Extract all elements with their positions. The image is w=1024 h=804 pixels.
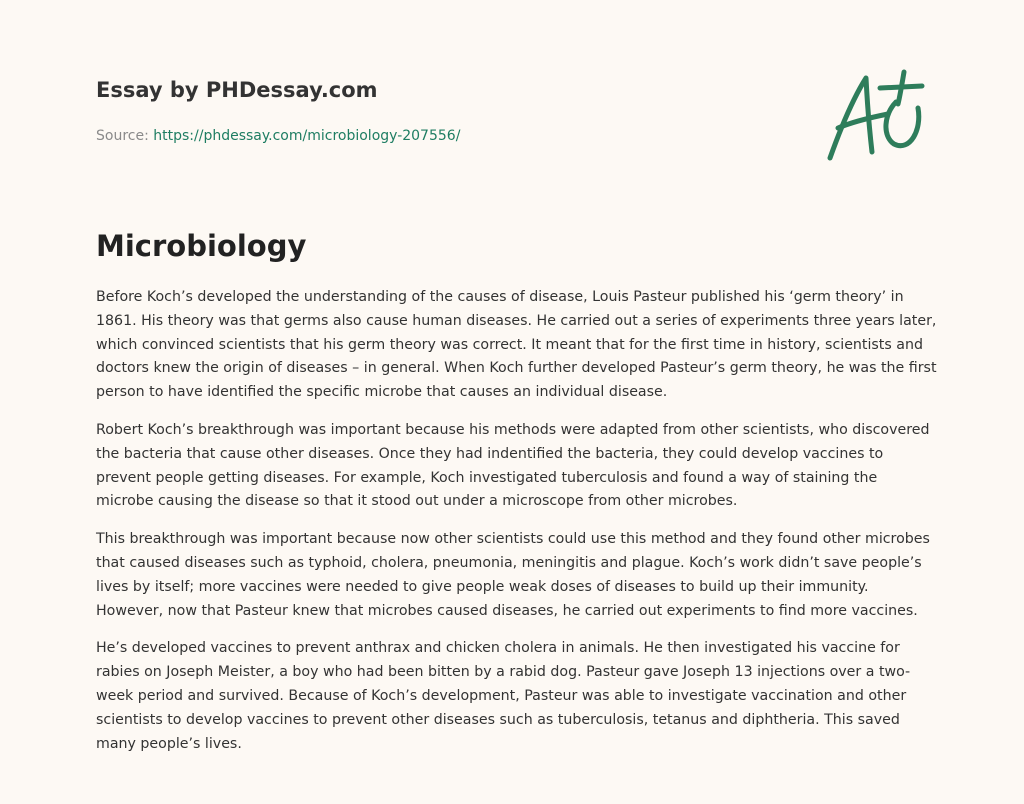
- article-paragraph: He’s developed vaccines to prevent anthrax and chicken cholera in animals. He then investigated his vaccine for rabies on Joseph Meister, a boy who had been bitten by a rabid dog. Pasteur gave Joseph 13 injections over a two-week period and survived. Because of Koch’s development, Pasteur was able to investigate vaccination and other scientists to develop vaccines to prevent other diseases such as tuberculosis, tetanus and diphtheria. This saved many people’s lives.: [96, 640, 911, 752]
- source-link[interactable]: https://phdessay.com/microbiology-207556/: [153, 128, 461, 144]
- a-plus-logo-icon: [822, 68, 928, 164]
- page-header: [96, 74, 776, 146]
- article-paragraph: Before Koch’s developed the understanding of the causes of disease, Louis Pasteur published his ‘germ theory’ in 1861. His theory was that germs also cause human diseases. He carried out a series of experiments three years later, which convinced scientists that his germ theory was correct. It meant that for the first time in history, scientists and doctors knew the origin of diseases – in general. When Koch further developed Pasteur’s germ theory, he was the first person to have identified the specific microbe that causes an individual disease.: [96, 289, 937, 401]
- source-label: Source:: [96, 128, 154, 144]
- source-line: [96, 126, 776, 146]
- site-brand: Essay by PHDessay.com: [96, 78, 378, 102]
- article-body: [96, 286, 938, 770]
- article-paragraph: Robert Koch’s breakthrough was important because his methods were adapted from other scientists, who discovered the bacteria that cause other diseases. Once they had indentified the bacteria, they could develop vaccines to prevent people getting diseases. For example, Koch investigated tuberculosis and found a way of staining the microbe causing the disease so that it stood out under a microscope from other microbes.: [96, 421, 930, 510]
- article-paragraph: This breakthrough was important because now other scientists could use this method and they found other microbes that caused diseases such as typhoid, cholera, pneumonia, meningitis and plague. Koch’s work didn’t save people’s lives by itself; more vaccines were needed to give people weak doses of diseases to build up their immunity. However, now that Pasteur knew that microbes caused diseases, he carried out experiments to find more vaccines.: [96, 531, 930, 619]
- article-title: Microbiology: [96, 229, 307, 263]
